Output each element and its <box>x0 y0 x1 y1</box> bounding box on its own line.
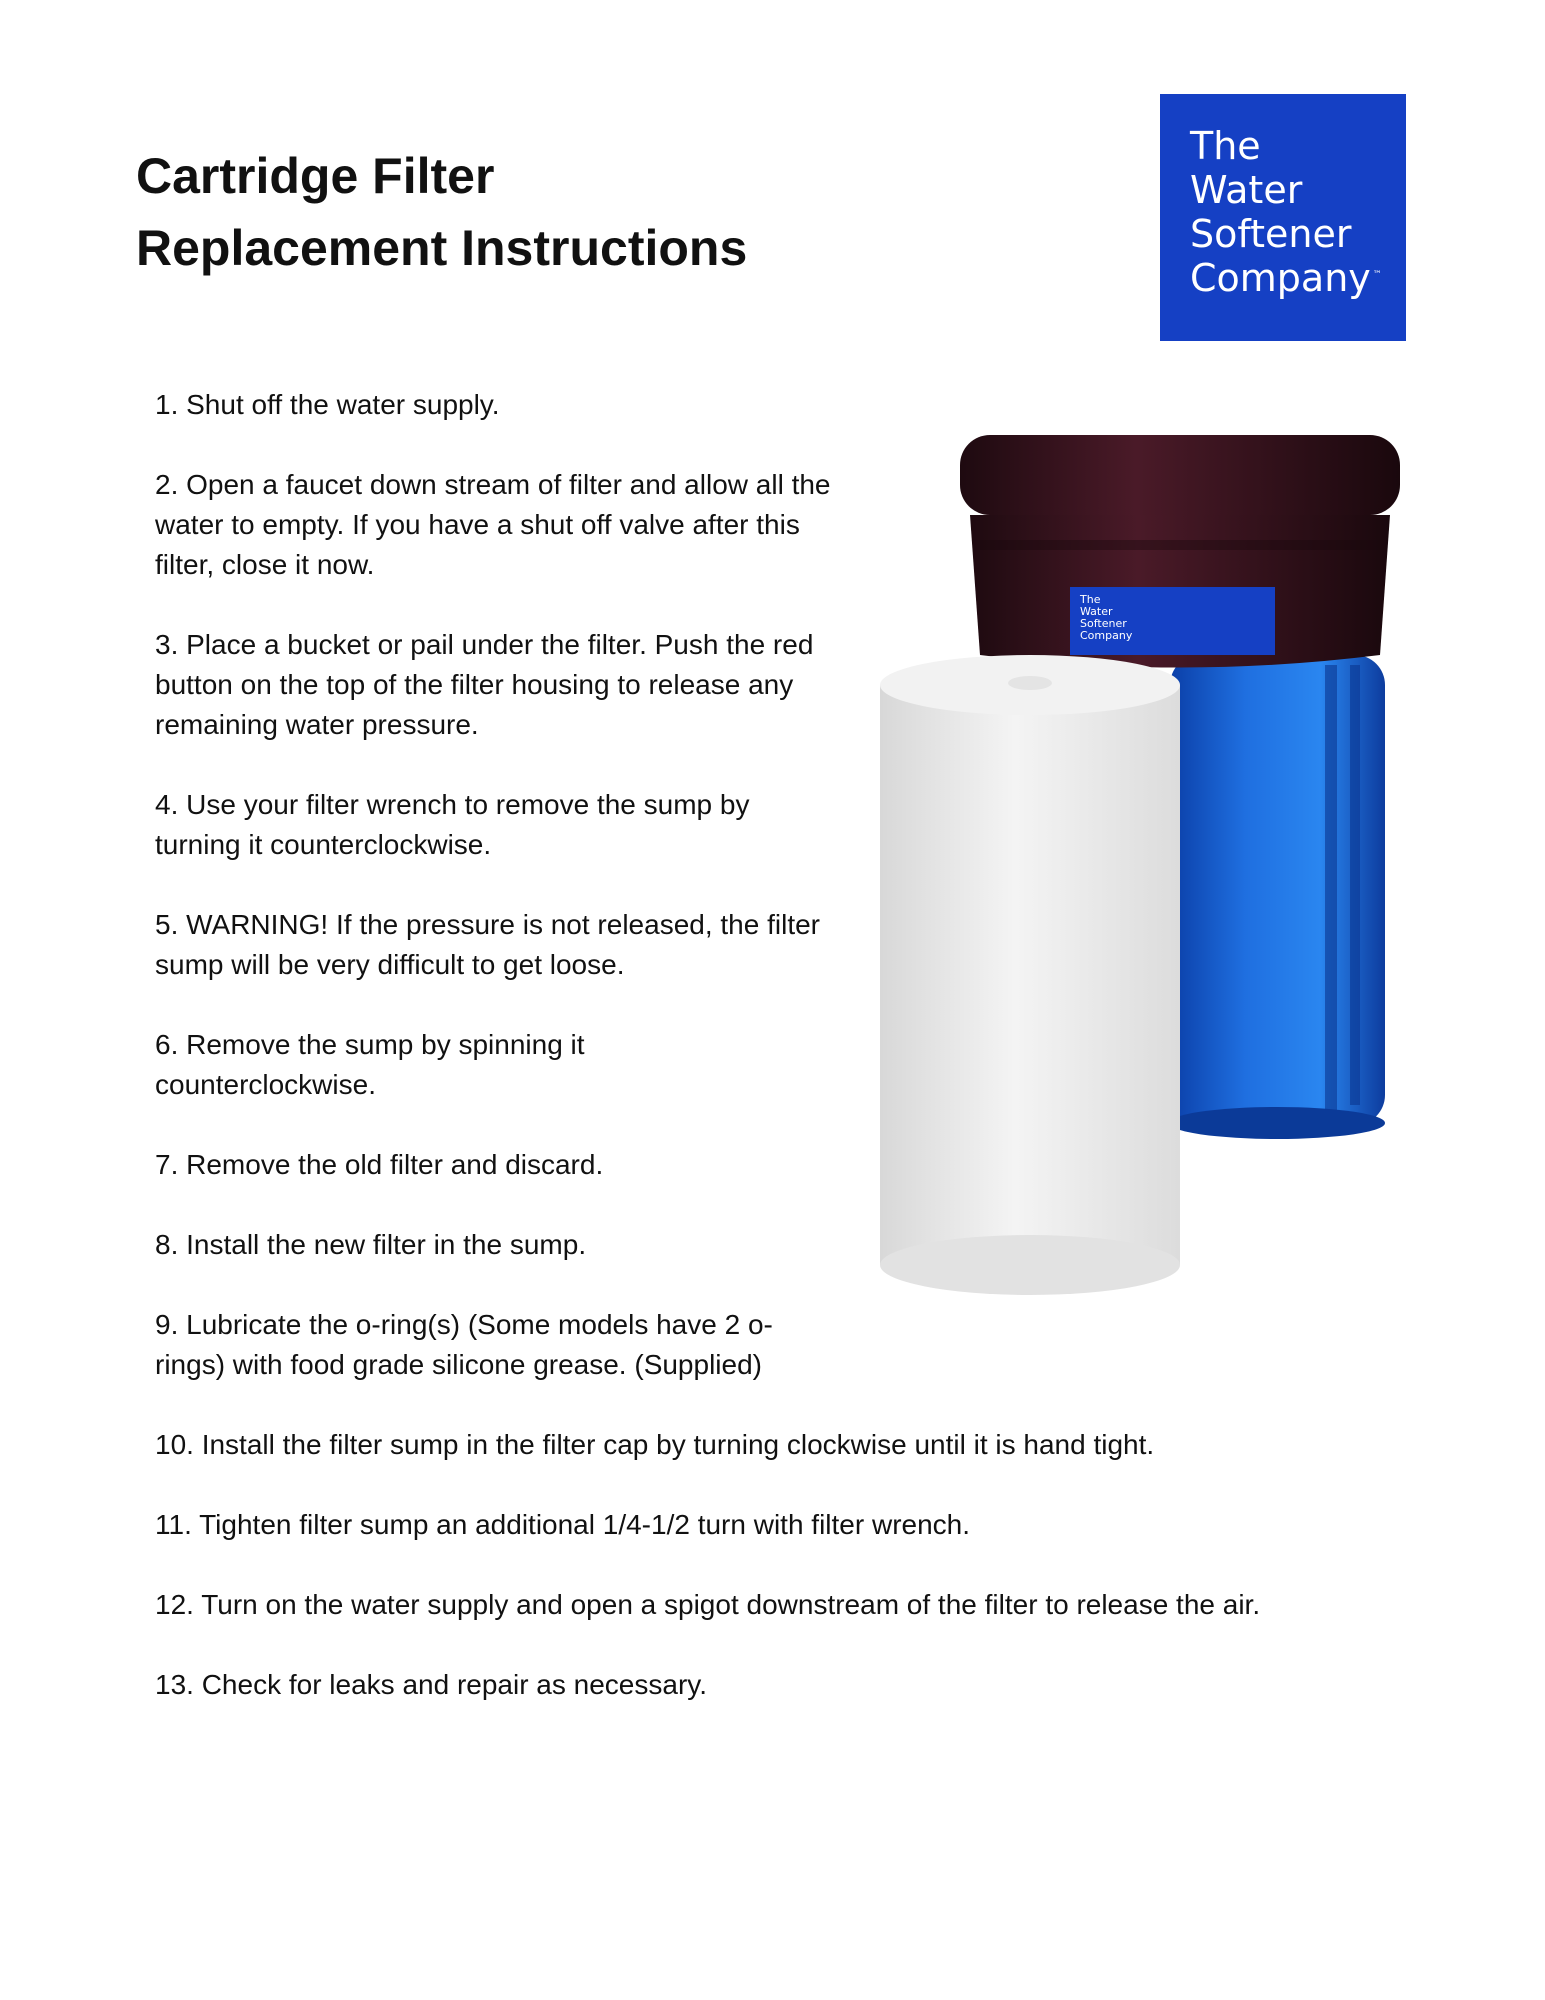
cap-label-line-2: Water <box>1080 605 1113 618</box>
cap-label-line-3: Softener <box>1080 617 1127 630</box>
logo-line-1: The <box>1190 124 1261 168</box>
logo-line-3: Softener <box>1190 212 1352 256</box>
instruction-step: 6. Remove the sump by spinning it counterclockwise. <box>155 1029 585 1100</box>
cap-brand-label <box>1070 587 1275 655</box>
filter-product-photo <box>880 415 1460 1315</box>
company-logo <box>1160 94 1406 341</box>
instruction-step: 13. Check for leaks and repair as necessary. <box>155 1669 707 1700</box>
instruction-step: 12. Turn on the water supply and open a spigot downstream of the filter to release the air. <box>155 1589 1261 1620</box>
instruction-step: 1. Shut off the water supply. <box>155 389 500 420</box>
title-line-1: Cartridge Filter <box>136 148 495 204</box>
trademark-mark: ™ <box>1372 270 1382 281</box>
filter-cartridge <box>880 655 1180 1295</box>
filter-sump <box>1169 655 1385 1139</box>
instruction-step: 9. Lubricate the o-ring(s) (Some models have 2 o-rings) with food grade silicone grease. (Supplied) <box>155 1309 773 1380</box>
logo-line-2: Water <box>1190 168 1303 212</box>
cap-label-line-1: The <box>1080 593 1101 606</box>
instruction-step: 8. Install the new filter in the sump. <box>155 1229 587 1260</box>
instruction-step: 5. WARNING! If the pressure is not released, the filter sump will be very difficult to get loose. <box>155 909 820 980</box>
instruction-step: 7. Remove the old filter and discard. <box>155 1149 604 1180</box>
title-line-2: Replacement Instructions <box>136 220 748 276</box>
instruction-step: 10. Install the filter sump in the filter cap by turning clockwise until it is hand tight. <box>155 1429 1155 1460</box>
cap-label-line-4: Company <box>1080 629 1133 642</box>
document-title <box>136 140 747 284</box>
logo-line-4 <box>1190 256 1406 300</box>
logo-company-word: Company <box>1190 256 1371 300</box>
instruction-step: 4. Use your filter wrench to remove the sump by turning it counterclockwise. <box>155 789 750 860</box>
instruction-step: 11. Tighten filter sump an additional 1/4-1/2 turn with filter wrench. <box>155 1509 971 1540</box>
instruction-step: 3. Place a bucket or pail under the filter. Push the red button on the top of the filter housing to release any remaining water pressure. <box>155 629 814 740</box>
instruction-step: 2. Open a faucet down stream of filter and allow all the water to empty. If you have a shut off valve after this filter, close it now. <box>155 469 831 580</box>
